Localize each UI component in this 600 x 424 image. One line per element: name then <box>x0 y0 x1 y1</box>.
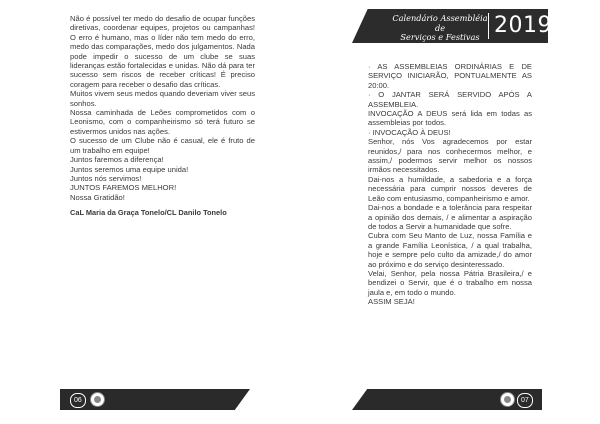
right-paragraph-3: INVOCAÇÃO A DEUS será lida em todas as assembleias por todos. <box>368 109 532 128</box>
left-paragraph-1: Não é possível ter medo do desafio de ocupar funções diretivas, coordenar equipes, projetos ou campanhas! O erro é humano, mas o líder não tem medo do erro, medo das comparações, medo dos julgamentos. Nada pode impedir o sucesso de um clube se suas lideranças estão fortalecidas e unidas. Não dá para ter sucesso sem riscos de receber críticas! É preciso coragem para receber o desafio das críticas. <box>70 14 255 89</box>
header-title-line2: Serviços e Festivas <box>400 32 480 43</box>
left-paragraph-5: Juntos faremos a diferença! <box>70 155 164 165</box>
left-page-number: 06 <box>70 393 86 408</box>
right-paragraph-7: Dai-nos a bondade e a tolerância para respeitar a opinião dos demais, / e alimentar a aspiração de todos a Servir a humanidade que sofre. <box>368 203 532 231</box>
right-paragraph-1: · AS ASSEMBLEIAS ORDINÁRIAS E DE SERVIÇO INICIARÃO, PONTUALMENTE AS 20:00. <box>368 62 532 90</box>
right-paragraph-4: · INVOCAÇÃO À DEUS! <box>368 127 451 137</box>
right-paragraph-9: Velai, Senhor, pela nossa Pátria Brasileira,/ e bendizei o Servir, que é o trabalho em nossa jaula e, em todo o mundo. <box>368 268 532 297</box>
left-footer-band <box>60 389 250 410</box>
left-paragraph-3: Nossa caminhada de Leões comprometidos com o Leonismo, com o companheirismo só terá futuro se estivermos unidos nas ações. <box>70 108 255 136</box>
signature: CaL Maria da Graça Tonelo/CL Danilo Tonelo <box>70 208 227 218</box>
left-paragraph-9: Nossa Gratidão! <box>70 192 125 202</box>
header-separator <box>488 13 489 39</box>
lions-logo-icon <box>500 392 515 407</box>
left-paragraph-7: Juntos nós servimos! <box>70 173 142 183</box>
header-title <box>390 14 490 43</box>
header-year: 2019 <box>494 13 552 38</box>
left-paragraph-4: O sucesso de um Clube não é casual, ele é fruto de um trabalho em equipe! <box>70 136 255 155</box>
right-paragraph-10: ASSIM SEJA! <box>368 297 415 307</box>
left-paragraph-8: JUNTOS FAREMOS MELHOR! <box>70 183 177 193</box>
right-paragraph-6: Dai-nos a humildade, a sabedoria e a força necessária para cumprir nossos deveres de Leão com entusiasmo, companheirismo e amor. <box>368 174 532 203</box>
right-paragraph-2: · O JANTAR SERÁ SERVIDO APÓS A ASSEMBLEIA. <box>368 90 532 109</box>
left-paragraph-6: Juntos seremos uma equipe unida! <box>70 164 189 174</box>
header-title-line1: Calendário Assembléia de <box>392 13 488 33</box>
right-paragraph-8: Cubra com Seu Manto de Luz, nossa Família e a grande Família Leonística, / a qual trabalha, hoje e sempre pelo culto da amizade,/ do amor ao próximo e do serviço desinteressado. <box>368 231 532 269</box>
lions-logo-icon <box>90 392 105 407</box>
right-paragraph-5: Senhor, nós Vos agradecemos por estar reunidos,/ para nos conhecermos melhor, e assim,/ podermos servir melhor os nossos irmãos necessitados. <box>368 137 532 175</box>
left-paragraph-2: Muitos vivem seus medos quando deveriam viver seus sonhos. <box>70 89 255 108</box>
right-page-text <box>368 62 532 307</box>
left-page-text <box>70 14 255 218</box>
right-page-number: 07 <box>517 393 533 408</box>
